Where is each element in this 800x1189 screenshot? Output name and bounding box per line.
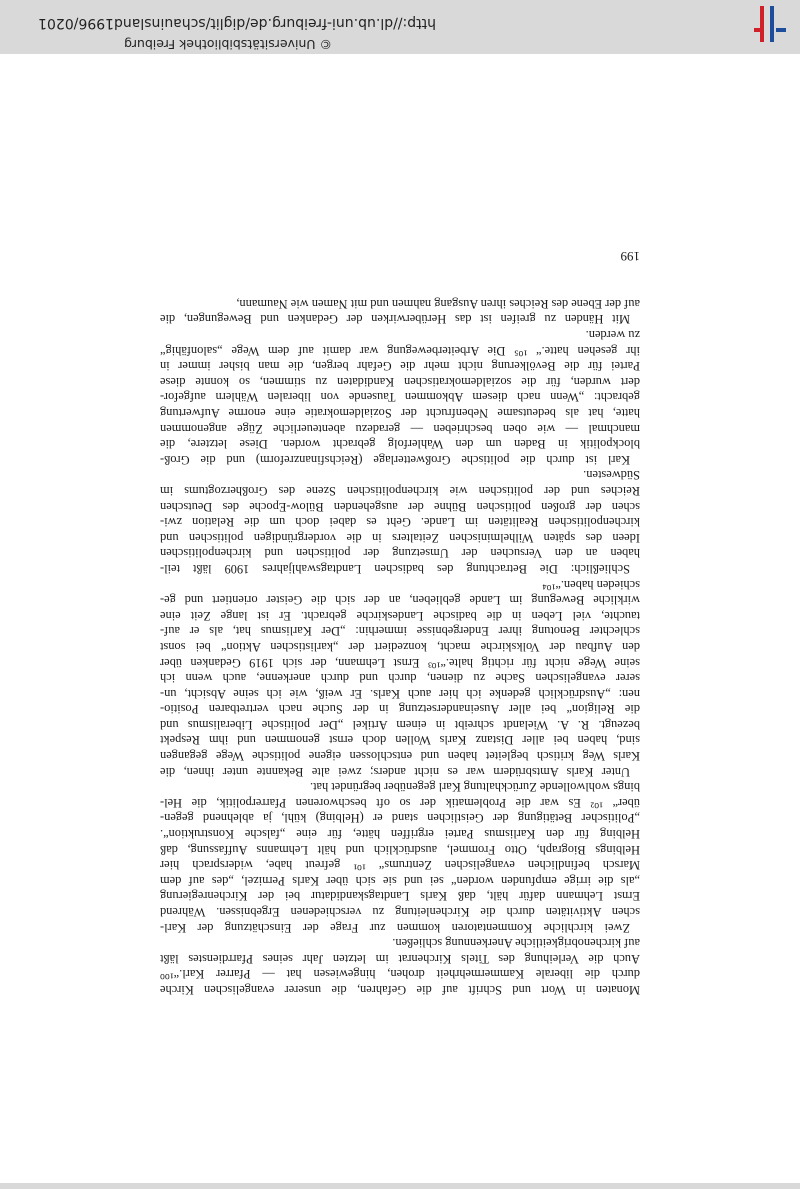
text-line: schlechter Benotung ihrer Endergebnisse immerhin: „Der Karlismus hat, als er auf-	[160, 624, 640, 639]
paragraph	[160, 295, 640, 326]
text-line: schieden haben.“¹⁰⁴	[542, 577, 640, 592]
text-line: zu werden.	[585, 328, 640, 343]
text-line: Karls Weg kritisch begleitet haben und entschlossen eigene politische Wege gegangen	[160, 749, 640, 764]
text-line: hatte, hat als bedeutsame Nebenfrucht der Sozialdemokratie eine enorme Aufwertung	[160, 406, 640, 421]
text-line: wirkliche Bewegung im Lande geblieben, an der sich die Geister orientiert und ge-	[160, 593, 640, 608]
text-line: Ideen des späten Wilhelminischen Zeitalters in die vordergründigen politischen und	[160, 530, 640, 545]
text-line: über“ ¹⁰² Es war die Problematik der so oft beschworenen Pfarrerpolitik, die Hel-	[160, 795, 640, 810]
paragraph	[160, 326, 640, 466]
viewer-bottom-strip	[0, 1183, 800, 1189]
text-line: kirchenpolitischen Realitäten im Lande. Geht es dabei doch um die Relation zwi-	[160, 515, 640, 530]
text-line: durch die liberale Kammermehrheit drohen, hingewiesen hat — Pfarrer Karl.“¹⁰⁰	[160, 967, 640, 982]
text-line: Unter Karls Amtsbrüdern war es nicht anders; zwei alte Bekannte unter ihnen, die	[160, 764, 630, 779]
text-line: die Religion“ bei aller Auseinandersetzung in der Suche nach vertretbaren Positio-	[160, 702, 640, 717]
text-line: Reiches und der politischen wie kirchenpolitischen Szene des Großherzogtums im	[160, 484, 640, 498]
text-line: sind, haben bei aller Distanz Karls Wollen doch ernst genommen und ihm Respekt	[160, 733, 640, 748]
text-line: Helbing für den Karlismus Partei ergriffen hätte, für eine „falsche Konstruktion“.	[160, 827, 640, 842]
text-line: Südwesten.	[583, 468, 640, 483]
body-text	[160, 295, 640, 997]
text-line: Karl ist durch die politische Großwetterlage (Reichsfinanzreform) und die Groß-	[160, 452, 630, 467]
text-line: schen der großen politischen Bühne der ausgehenden Bülow-Epoche des Deutschen	[160, 499, 640, 514]
text-line: Partei für die Bevölkerung nicht mehr die Gefahr bergen, die man bisher immer in	[160, 359, 640, 374]
text-line: „Politischer Betätigung der Geistlichen stand er (Helbing) kühl, ja ablehnend gegen-	[160, 811, 640, 826]
text-line: dert wurden, für die sozialdemokratischen Kandidaten zu stimmen, so konnte diese	[160, 374, 640, 389]
text-line: seine Wege nicht für richtig halte.“¹⁰³ Ernst Lehmann, der sich 1919 Gedanken über	[160, 655, 640, 670]
text-line: bezeugt. R. A. Wielandt schreibt in einem Artikel „Der politische Liberalismus und	[160, 717, 640, 732]
text-line: den Aufbau der Volkskirche macht, konzediert der „karlistischen Aktion“ bei sonst	[160, 639, 640, 654]
text-line: schen Aktivitäten durch die Kirchenleitung zu verschiedenen Ergebnissen. Während	[160, 905, 640, 920]
text-line: Monaten in Wort und Schrift auf die Gefahren, die unserer evangelischen Kirche	[160, 983, 640, 997]
text-line: blockpolitik in Baden um den Wahlerfolg gebracht worden. Diese letztere, die	[160, 437, 640, 452]
paragraph	[160, 576, 640, 779]
text-line: Auch die Verleihung des Titels Kirchenrat im letzten Jahr seines Pfarrdienstes läßt	[160, 951, 640, 966]
permalink-url[interactable]: http://dl.ub.uni-freiburg.de/diglit/schauinsland1996/0201	[38, 15, 436, 31]
text-line: nen: „Ausdrücklich gedenke ich hier auch Karls. Er weiß, wie ich seine Absicht, un-	[160, 686, 640, 701]
text-line: serer evangelischen Sache zu dienen, durch und durch anerkenne, auch wenn ich	[160, 671, 640, 686]
paragraph	[160, 779, 640, 935]
text-line: haben an den Versuchen der Umsetzung der politischen und kirchenpolitischen	[160, 546, 640, 561]
text-line: manchmal — wie oben beschrieben — geradezu abenteuerliche Züge angenommen	[160, 421, 640, 436]
text-line: Mit Händen zu greifen ist das Herüberwirken der Gedanken und Bewegungen, die	[160, 312, 630, 327]
copyright-notice: © Universitätsbibliothek Freiburg	[124, 37, 332, 52]
text-line: Zwei kirchliche Kommentatoren kommen zur Frage der Einschätzung der Karl-	[160, 920, 630, 935]
text-line: Helbings Biograph, Otto Frommel, ausdrücklich und hält Lehmanns Auffassung, daß	[160, 842, 640, 857]
text-line: Ernst Lehmann dafür hält, daß Karls Landtagskandidatur bei der Kirchenregierung	[160, 889, 640, 904]
text-line: bings wohlwollende Zurückhaltung Karl gegenüber begründet hat.	[310, 780, 640, 795]
text-line: Schließlich: Die Betrachtung des badischen Landtagswahljahres 1909 läßt teil-	[160, 561, 630, 576]
paragraph	[160, 935, 640, 997]
text-line: Marsch befindlichen evangelischen Zentrums“ ¹⁰¹ gefreut habe, widersprach hier	[160, 858, 640, 873]
text-line: gebracht: „Wenn nach diesem Abkommen Tausende von liberalen Wählern aufgefor-	[160, 390, 640, 405]
ub-freiburg-logo-icon	[752, 4, 788, 44]
text-line: ihr gesehen hatte.“ ¹⁰⁵ Die Arbeiterbewegung war damit auf dem Wege „salonfähig“	[160, 343, 640, 358]
text-line: auf kirchenobrigkeitliche Anerkennung schließen.	[392, 936, 640, 951]
text-line: tauchte, viel Leben in die badische Landeskirche gebracht. Er ist lange Zeit eine	[160, 608, 640, 623]
paragraph	[160, 467, 640, 576]
text-line: auf der Ebene des Reiches ihren Ausgang nahmen und mit Namen wie Naumann,	[236, 296, 640, 311]
text-line: „als die irrige empfunden worden“ sei und sie sich über Karls Pernizel, „des auf dem	[160, 873, 640, 888]
page-number: 199	[620, 249, 640, 264]
